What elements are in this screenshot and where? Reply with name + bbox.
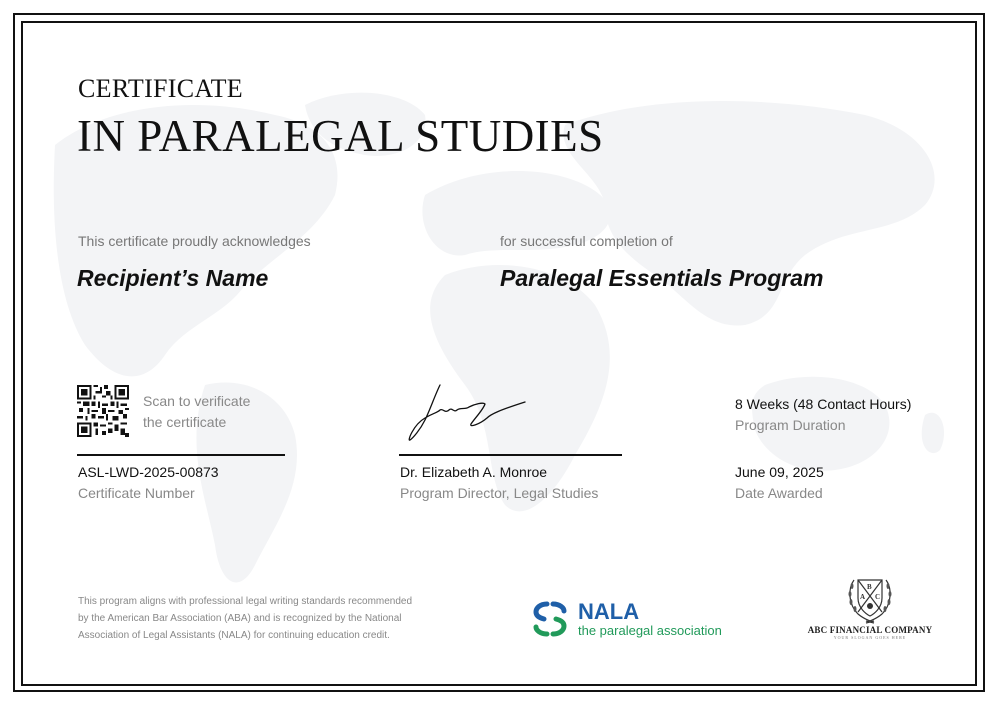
qr-code-icon[interactable] [77,385,129,437]
certificate-title-large: IN PARALEGAL STUDIES [77,111,604,161]
nala-name: NALA [578,598,640,624]
signature-image [405,380,530,445]
world-map-watermark [45,85,955,605]
certificate-number-rule [77,454,285,456]
certificate-number: ASL-LWD-2025-00873 [78,464,219,480]
certificate-title-small: CERTIFICATE [78,74,243,103]
completion-label: for successful completion of [500,233,673,249]
nala-tagline: the paralegal association [578,622,722,638]
crest-icon [844,574,896,624]
scan-line-1: Scan to verificate [143,393,251,409]
company-slogan: YOUR SLOGAN GOES HERE [833,635,907,640]
date-awarded: June 09, 2025 [735,464,824,480]
accreditation-note-line-2: by the American Bar Association (ABA) and is recognized by the National [78,613,402,624]
acknowledges-label: This certificate proudly acknowledges [78,233,311,249]
company-name: ABC FINANCIAL COMPANY [807,625,933,635]
signatory-title: Program Director, Legal Studies [400,485,599,501]
scan-line-2: the certificate [143,414,227,430]
nala-mark-icon [532,600,568,638]
date-awarded-label: Date Awarded [735,485,823,501]
svg-text:B: B [867,583,872,591]
accreditation-note-line-3: Association of Legal Assistants (NALA) for continuing education credit. [78,630,390,641]
svg-text:C: C [875,593,881,601]
program-duration: 8 Weeks (48 Contact Hours) [735,396,912,412]
svg-text:A: A [860,593,866,601]
recipient-name: Recipient’s Name [77,265,269,291]
accreditation-note-line-1: This program aligns with professional legal writing standards recommended [78,596,413,607]
signatory-name: Dr. Elizabeth A. Monroe [400,464,548,480]
scan-instructions [143,391,250,433]
nala-logo [532,600,722,638]
certificate-number-label: Certificate Number [78,485,195,501]
program-duration-label: Program Duration [735,417,846,433]
signature-rule [399,454,622,456]
accreditation-note [78,593,498,644]
abc-company-logo [805,574,935,640]
program-name: Paralegal Essentials Program [500,265,824,291]
